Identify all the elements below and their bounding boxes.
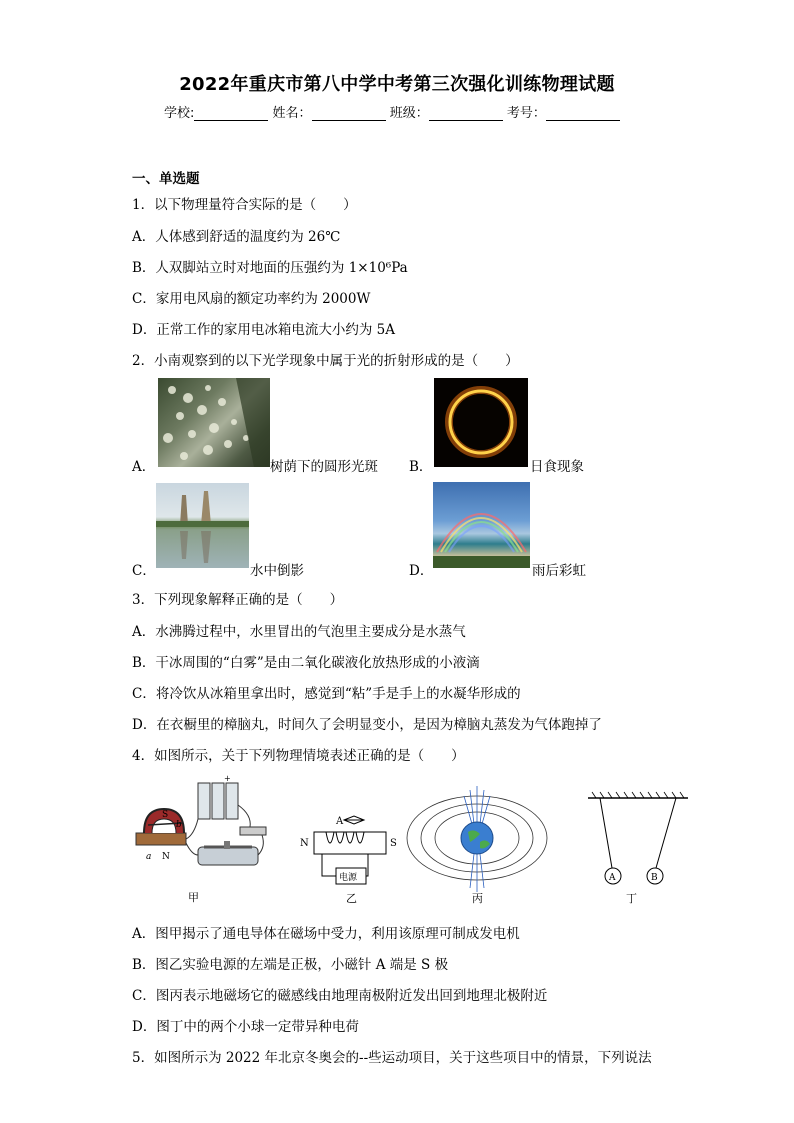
class-blank[interactable] (429, 106, 503, 121)
figure-yi-solenoid (296, 812, 408, 906)
figure-jia-label: 甲 (188, 891, 199, 904)
figure-ding-label: 丁 (626, 892, 637, 905)
class-label: 班级： (389, 106, 429, 121)
question-3-option-c[interactable]: C．将冷饮从冰箱里拿出时，感觉到“粘”手是手上的水凝华形成的 (132, 686, 521, 702)
solar-eclipse-photo (434, 378, 528, 467)
jia-n-label: N (162, 852, 170, 862)
question-4-option-b[interactable]: B．图乙实验电源的左端是正极，小磁针 A 端是 S 极 (132, 957, 449, 973)
ball-b-label: B (651, 873, 658, 883)
svg-text:+: + (224, 775, 231, 783)
question-1-stem: 1．以下物理量符合实际的是（ ） (132, 197, 357, 213)
section-heading: 一、单选题 (132, 171, 200, 187)
question-4-option-a[interactable]: A．图甲揭示了通电导体在磁场中受力，利用该原理可制成发电机 (132, 926, 520, 942)
tree-shade-light-spots-photo (158, 378, 270, 467)
figure-yi-label: 乙 (346, 892, 357, 905)
water-reflection-photo (156, 483, 249, 568)
jia-s-label: S (162, 810, 169, 820)
question-1-option-b[interactable]: B．人双脚站立时对地面的压强约为 1×10⁶Pa (132, 260, 408, 276)
rainbow-photo (433, 482, 530, 568)
school-label: 学校: (164, 106, 195, 121)
question-1-option-a[interactable]: A．人体感到舒适的温度约为 26℃ (132, 229, 341, 245)
number-label: 考号： (506, 106, 546, 121)
figure-bing-earth-magnetic-field (404, 784, 550, 906)
jia-a-label: a (146, 852, 152, 862)
question-2-option-a-caption[interactable]: 树荫下的圆形光斑 (270, 459, 378, 475)
jia-b-label: b (176, 820, 182, 830)
school-blank[interactable] (194, 106, 268, 121)
yi-a-label: A (336, 816, 344, 827)
figure-bing-label: 丙 (472, 892, 483, 905)
question-4-option-c[interactable]: C．图丙表示地磁场它的磁感线由地理南极附近发出回到地理北极附近 (132, 988, 548, 1004)
page-title: 2022年重庆市第八中学中考第三次强化训练物理试题 (179, 74, 615, 95)
question-2-stem: 2．小南观察到的以下光学现象中属于光的折射形成的是（ ） (132, 353, 519, 369)
student-info-row (164, 102, 620, 121)
question-4-option-d[interactable]: D．图丁中的两个小球一定带异种电荷 (132, 1019, 359, 1035)
question-1-option-d[interactable]: D．正常工作的家用电冰箱电流大小约为 5A (132, 322, 395, 338)
question-2-option-b-letter[interactable]: B． (409, 459, 433, 475)
question-3-option-d[interactable]: D．在衣橱里的樟脑丸，时间久了会明显变小，是因为樟脑丸蒸发为气体跑掉了 (132, 717, 602, 733)
question-2-option-b-caption[interactable]: 日食现象 (530, 459, 584, 475)
question-3-option-b[interactable]: B．干冰周围的“白雾”是由二氧化碳液化放热形成的小液滴 (132, 655, 480, 671)
question-2-option-d-caption[interactable]: 雨后彩虹 (532, 563, 586, 579)
figure-ding-charged-balls (582, 790, 694, 906)
question-3-option-a[interactable]: A．水沸腾过程中，水里冒出的气泡里主要成分是水蒸气 (132, 624, 466, 640)
yi-s-label: S (390, 838, 397, 849)
name-blank[interactable] (312, 106, 386, 121)
ball-a-label: A (609, 873, 616, 883)
figure-jia-generator-apparatus (132, 775, 272, 905)
question-5-stem: 5．如图所示为 2022 年北京冬奥会的--些运动项目，关于这些项目中的情景，下列说法 (132, 1050, 652, 1066)
question-3-stem: 3．下列现象解释正确的是（ ） (132, 592, 344, 608)
yi-n-label: N (300, 838, 309, 849)
yi-power-label: 电源 (339, 873, 358, 883)
number-blank[interactable] (546, 106, 620, 121)
question-4-stem: 4．如图所示，关于下列物理情境表述正确的是（ ） (132, 748, 465, 764)
question-2-option-d-letter[interactable]: D． (409, 563, 434, 579)
question-2-option-a-letter[interactable]: A． (132, 459, 156, 475)
question-1-option-c[interactable]: C．家用电风扇的额定功率约为 2000W (132, 291, 371, 307)
question-2-option-c-letter[interactable]: C． (132, 563, 156, 579)
name-label: 姓名： (272, 106, 312, 121)
question-2-option-c-caption[interactable]: 水中倒影 (250, 563, 304, 579)
